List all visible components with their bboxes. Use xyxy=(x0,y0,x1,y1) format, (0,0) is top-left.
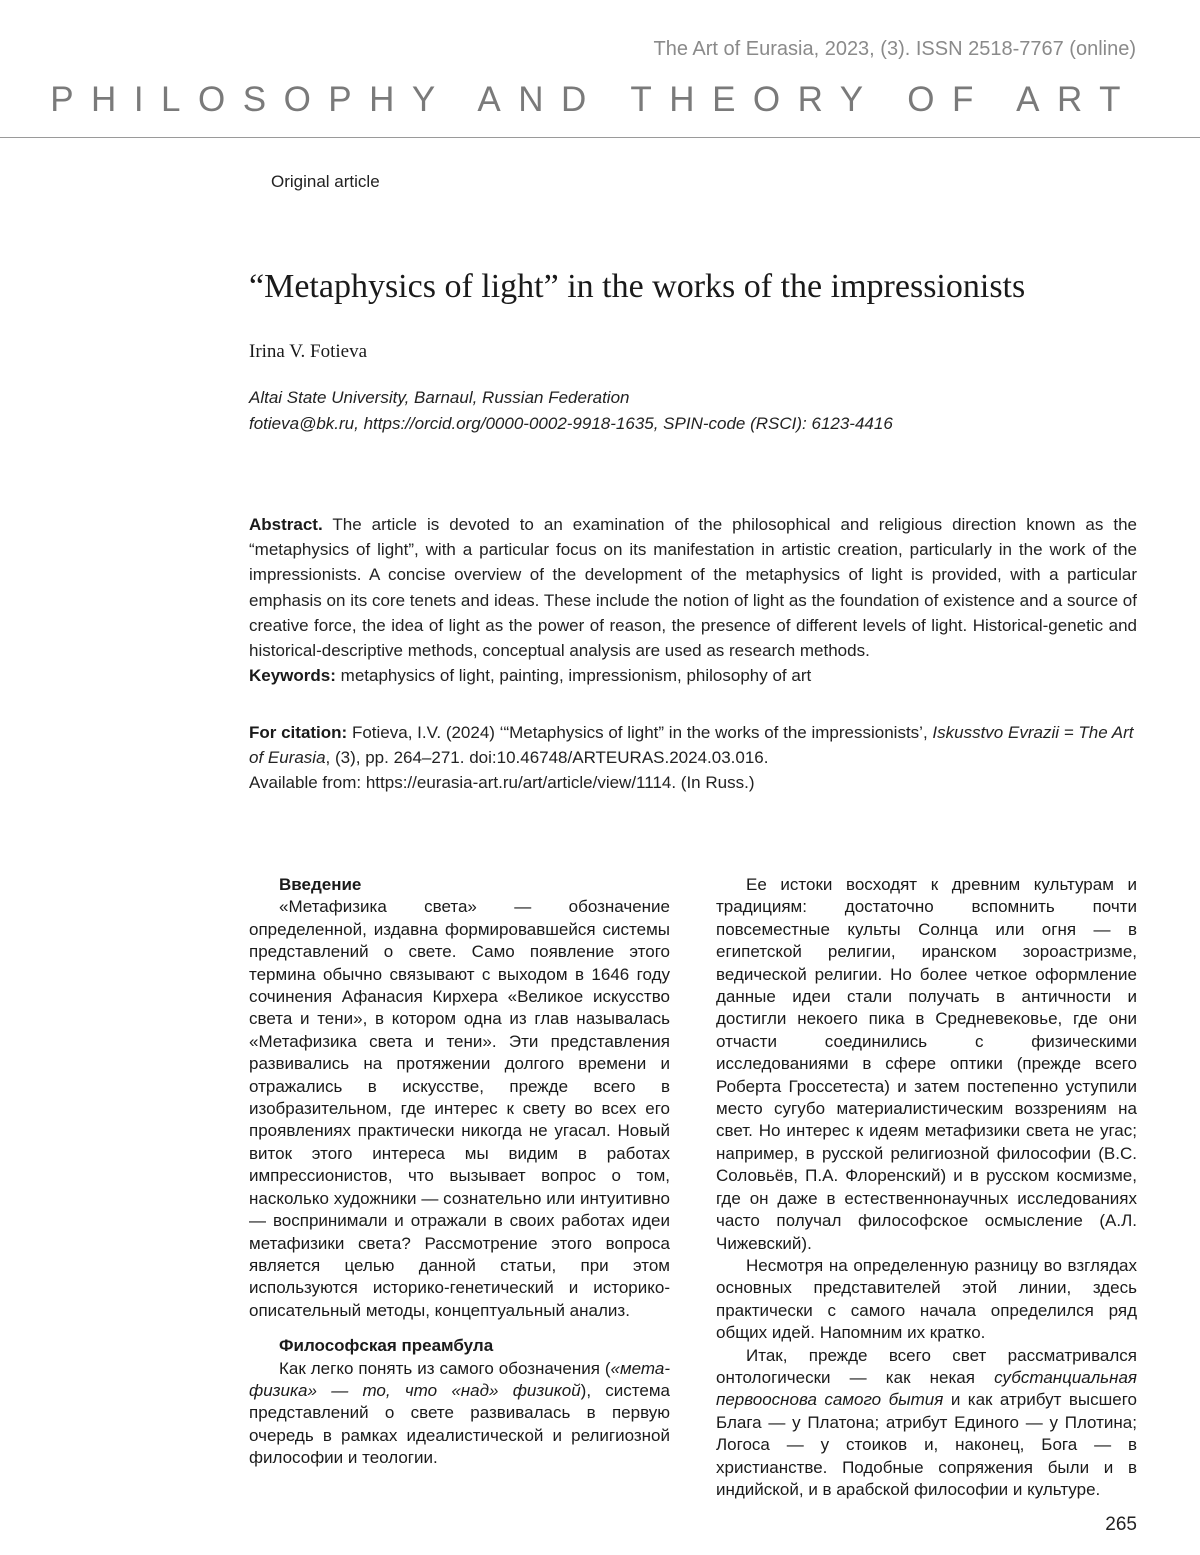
header-divider xyxy=(0,137,1200,138)
citation-journal: Iskusstvo Evrazii = The Art of Eurasia xyxy=(249,723,1134,768)
article-title: “Metaphysics of light” in the works of the impressionists xyxy=(249,268,1026,305)
keywords-text: metaphysics of light, painting, impressionism, philosophy of art xyxy=(340,666,812,686)
heading-preamble: Философская преамбула xyxy=(279,1336,494,1356)
keywords-paragraph xyxy=(249,663,1137,688)
abstract-paragraph xyxy=(249,512,1137,663)
citation-label: For citation: xyxy=(249,723,348,742)
citation-text: Fotieva, I.V. (2024) ‘“Metaphysics of light” in the works of the impressionists’, xyxy=(351,723,928,742)
citation-available: Available from: https://eurasia-art.ru/art/article/view/1114. (In Russ.) xyxy=(249,773,755,793)
abstract-text: The article is devoted to an examination of the philosophical and religious direction known as the “metaphysics of light”, with a particular focus on its manifestation in artistic creation, particularly in the work of the impressionists. A concise overview of the development of the metaphysics of light is provided, with a particular emphasis on its core tenets and ideas. These include the notion of light as the foundation of existence and a source of creative force, the idea of light as the power of reason, the presence of different levels of light. Historical-genetic and historical-descriptive methods, conceptual analysis are used as research methods. xyxy=(249,515,1137,661)
right-paragraph-2: Несмотря на определенную разницу во взглядах основных представителей этой линии, здесь практически с самого начала определился ряд общих идей. Напомним их кратко. xyxy=(716,1255,1137,1343)
page-number: 265 xyxy=(1105,1514,1137,1535)
citation-details: , (3), pp. 264–271. doi:10.46748/ARTEURAS.2024.03.016. xyxy=(325,748,769,768)
author-contacts: fotieva@bk.ru, https://orcid.org/0000-0002-9918-1635, SPIN-code (RSCI): 6123-4416 xyxy=(249,414,893,433)
preamble-text-b: ), система представлений о свете развивалась в первую очередь в рамках идеалистической и религиозной философии и теологии. xyxy=(249,1380,670,1468)
abstract-label: Abstract. xyxy=(249,515,323,534)
right-p3-text-a: Итак, прежде всего свет рассматривался онтологически — как некая xyxy=(716,1345,1137,1387)
citation-section xyxy=(249,720,1137,796)
preamble-text-a: Как легко понять из самого обозначения ( xyxy=(279,1358,611,1378)
preamble-italic: «мета-физика» — то, что «над» физикой xyxy=(249,1358,670,1400)
keywords-label: Keywords: xyxy=(249,666,336,686)
article-type: Original article xyxy=(271,172,380,191)
preamble-paragraph xyxy=(249,1358,670,1470)
heading-intro: Введение xyxy=(279,875,362,894)
intro-paragraph: «Метафизика света» — обозначение определенной, издавна формировавшейся системы представлений о свете. Само появление этого термина обычно связывают с выходом в 1646 году сочинения Афанасия Кирхера «Великое искусство света и тени», в котором одна из глав называлась «Метафизика света и тени». Эти представления развивались на протяжении долгого времени и отражались в искусстве, прежде всего в изобразительном, где интерес к свету во всех его проявлениях практически никогда не угасал. Новый виток этого интереса мы видим в работах импрессионистов, что вызывает вопрос о том, насколько художники — сознательно или интуитивно — воспринимали и отражали в своих работах идеи метафизики света? Рассмотрение этого вопроса является целью данной статьи, при этом используются историко-генетический и историко-описательный методы, концептуальный анализ. xyxy=(249,897,670,1320)
affiliation-block xyxy=(249,385,893,437)
right-p3-italic: субстанциальная первооснова самого бытия xyxy=(716,1367,1137,1410)
right-paragraph-1: Ее истоки восходят к древним культурам и традициям: достаточно вспомнить почти повсеместные культы Солнца или огня — в египетской религии, иранском зороастризме, ведической религии. Но более четкое оформление данные идеи стали получать в античности и достигли некоего пика в Средневековье, где они отчасти соединились с физическими исследованиями в сфере оптики (прежде всего Роберта Гроссетеста) и затем постепенно уступили место сугубо материалистическим воззрениям на свет. Но интерес к идеям метафизики света не угас; например, в русской религиозной философии (В.С. Соловьёв, П.А. Флоренский) и в русском космизме, где он даже в естественнонаучных исследованиях часто получал философское осмысление (А.Л. Чижевский). xyxy=(716,875,1137,1253)
section-heading: PHILOSOPHY AND THEORY OF ART xyxy=(50,80,1138,119)
body-column-right xyxy=(716,874,1137,1501)
author-name: Irina V. Fotieva xyxy=(249,341,368,362)
affiliation: Altai State University, Barnaul, Russian Federation xyxy=(249,388,630,407)
right-p3-text-b: и как атрибут высшего Блага — у Платона; атрибут Единого — у Плотина; Логоса — у стоиков и, наконец, Бога — в христианстве. Подобные сопряжения были и в индийской, и в арабской философии и культуре. xyxy=(716,1390,1137,1499)
right-paragraph-3 xyxy=(716,1345,1137,1502)
abstract-section xyxy=(249,512,1137,688)
body-column-left xyxy=(249,874,670,1470)
citation-paragraph xyxy=(249,720,1137,770)
journal-info: The Art of Eurasia, 2023, (3). ISSN 2518-7767 (online) xyxy=(653,38,1136,60)
